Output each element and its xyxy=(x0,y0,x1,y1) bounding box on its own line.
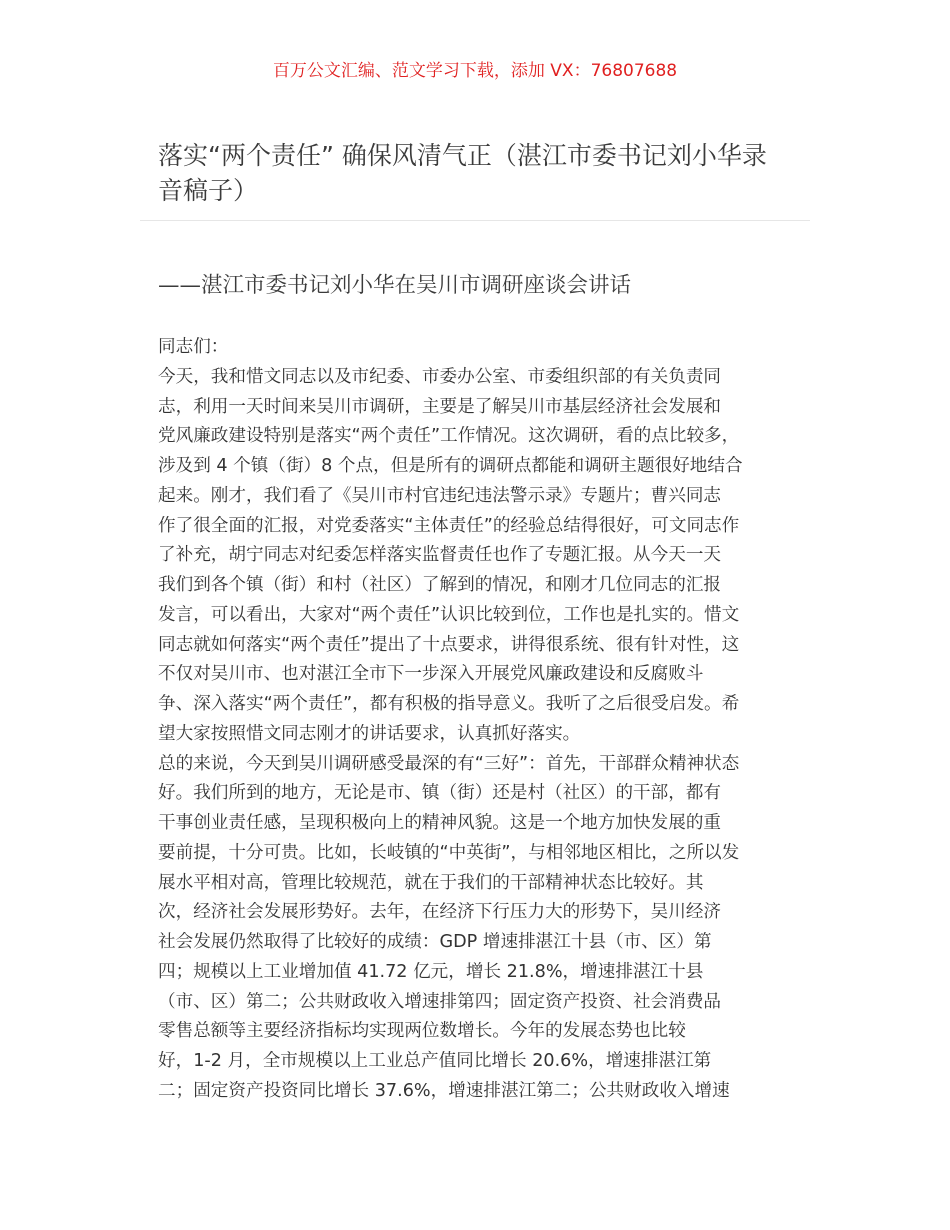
body-text-line: 志，利用一天时间来吴川市调研，主要是了解吴川市基层经济社会发展和 xyxy=(158,396,722,417)
body-text-line: 要前提，十分可贵。比如，长岐镇的“中英街”，与相邻地区相比，之所以发 xyxy=(158,842,740,863)
body-text-line: 发言，可以看出，大家对“两个责任”认识比较到位，工作也是扎实的。惜文 xyxy=(158,604,740,625)
body-text-line: 作了很全面的汇报，对党委落实“主体责任”的经验总结得很好，可文同志作 xyxy=(158,515,740,536)
body-text-line: 四；规模以上工业增加值 41.72 亿元，增长 21.8%，增速排湛江十县 xyxy=(158,961,704,982)
document-subtitle: ——湛江市委书记刘小华在吴川市调研座谈会讲话 xyxy=(158,273,632,298)
document-body xyxy=(158,333,798,1107)
body-text-line: 二；固定资产投资同比增长 37.6%，增速排湛江第二；公共财政收入增速 xyxy=(158,1080,730,1101)
body-text-line: 同志们： xyxy=(158,337,229,357)
body-text-line: 争、深入落实“两个责任”，都有积极的指导意义。我听了之后很受启发。希 xyxy=(158,694,740,714)
title-line: 音稿子） xyxy=(158,176,259,205)
body-text-line: 展水平相对高，管理比较规范，就在于我们的干部精神状态比较好。其 xyxy=(158,872,704,893)
document-title xyxy=(158,138,808,208)
download-banner: 百万公文汇编、范文学习下载，添加 VX：76807688 xyxy=(272,61,678,81)
body-text-line: 今天，我和惜文同志以及市纪委、市委办公室、市委组织部的有关负责同 xyxy=(158,366,722,387)
body-text-line: 干事创业责任感，呈现积极向上的精神风貌。这是一个地方加快发展的重 xyxy=(158,813,722,833)
body-text-line: 好。我们所到的地方，无论是市、镇（街）还是村（社区）的干部，都有 xyxy=(158,783,722,804)
body-text-line: 总的来说，今天到吴川调研感受最深的有“三好”：首先，干部群众精神状态 xyxy=(158,753,740,774)
body-text-line: 零售总额等主要经济指标均实现两位数增长。今年的发展态势也比较 xyxy=(158,1021,686,1042)
body-text-line: 社会发展仍然取得了比较好的成绩：GDP 增速排湛江十县（市、区）第 xyxy=(158,932,712,952)
body-text-line: 涉及到 4 个镇（街）8 个点，但是所有的调研点都能和调研主题很好地结合 xyxy=(158,456,743,476)
body-text-line: 望大家按照惜文同志刚才的讲话要求，认真抓好落实。 xyxy=(158,723,581,744)
body-text-line: 好，1-2 月，全市规模以上工业总产值同比增长 20.6%，增速排湛江第 xyxy=(158,1051,712,1071)
body-text-line: 不仅对吴川市、也对湛江全市下一步深入开展党风廉政建设和反腐败斗 xyxy=(158,664,704,685)
body-text-line: （市、区）第二；公共财政收入增速排第四；固定资产投资、社会消费品 xyxy=(158,991,722,1012)
body-text-line: 次，经济社会发展形势好。去年，在经济下行压力大的形势下，吴川经济 xyxy=(158,902,722,923)
body-text-line: 我们到各个镇（街）和村（社区）了解到的情况，和刚才几位同志的汇报 xyxy=(158,575,722,595)
body-text-line: 了补充，胡宁同志对纪委怎样落实监督责任也作了专题汇报。从今天一天 xyxy=(158,545,722,566)
body-text-line: 起来。刚才，我们看了《吴川市村官违纪违法警示录》专题片；曹兴同志 xyxy=(158,485,722,506)
title-line: 落实“两个责任” 确保风清气正（湛江市委书记刘小华录 xyxy=(158,141,767,170)
body-text-line: 党风廉政建设特别是落实“两个责任”工作情况。这次调研，看的点比较多， xyxy=(158,426,740,447)
title-divider xyxy=(140,220,810,221)
body-text-line: 同志就如何落实“两个责任”提出了十点要求，讲得很系统、很有针对性，这 xyxy=(158,634,740,655)
